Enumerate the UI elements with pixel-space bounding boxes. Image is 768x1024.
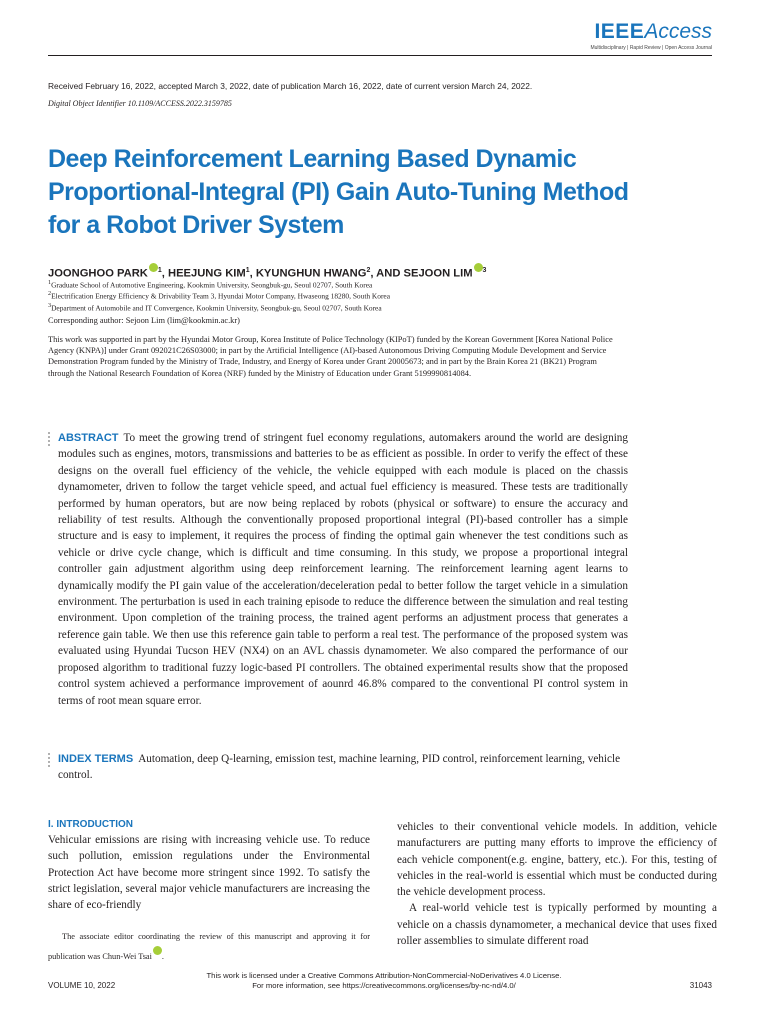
orcid-icon[interactable]	[474, 263, 483, 272]
intro-column-left: Vehicular emissions are rising with increasing vehicle use. To reduce such pollution, emission regulations under the Environmental Protection Act have become more stringent since 1992. To satisfy the strict legislation, several major vehicle manufacturers are increasing the share of eco-friendly	[48, 834, 370, 912]
editor-footnote: The associate editor coordinating the review of this manuscript and approving it for publication was Chun-Wei Tsai .	[48, 932, 370, 961]
abstract-marker-icon	[48, 432, 50, 448]
license-line: This work is licensed under a Creative Commons Attribution-NonCommercial-NoDerivatives 4.0 License.	[206, 971, 562, 980]
abstract-label: ABSTRACT	[58, 432, 119, 444]
author-list	[48, 263, 486, 280]
intro-column-right	[397, 819, 717, 949]
corresponding-author: Corresponding author: Sejoon Lim (lim@kookmin.ac.kr)	[48, 316, 240, 325]
logo-access: Access	[644, 20, 712, 43]
author-affil-num: 3	[482, 267, 487, 274]
author-name: KYUNGHUN HWANG	[255, 267, 367, 280]
doi-line: Digital Object Identifier 10.1109/ACCESS.2022.3159785	[48, 99, 232, 108]
affiliations	[48, 279, 390, 313]
logo-tagline: Multidisciplinary | Rapid Review | Open Access Journal	[590, 45, 712, 51]
abstract-block	[58, 430, 628, 709]
footnote-text: The associate editor coordinating the review of this manuscript and approving it for publication was Chun-Wei Tsai	[48, 932, 370, 961]
author-sep: , AND	[370, 267, 404, 280]
affiliation-item: $^2$Electrification Energy Efficiency & Drivability Team 3, Hyundai Motor Company, Hwaseong 18280, South Korea	[48, 291, 390, 301]
logo-ieee: IEEE	[594, 20, 645, 43]
orcid-icon[interactable]	[149, 263, 158, 272]
funding-statement: This work was supported in part by the Hyundai Motor Group, Korea Institute of Police Technology (KIPoT) funded by the Korean Government [Korea National Police Agency (KNPA)] under Grant 092021C26S03000; in part by the Artificial Intelligence (AI)-based Autonomous Driving Computing Module Development and Service Demonstration Program funded by the Ministry of Trade, Industry, and Energy of Korea under Grant 20005673; and in part by the Brain Korea 21 (BK21) Program through the National Research Foundation of Korea (NRF) funded by the Ministry of Education under Grant 5199990814084.	[48, 335, 613, 378]
header-rule	[48, 55, 712, 56]
author-affil-num: 2	[366, 267, 371, 274]
received-dates: Received February 16, 2022, accepted March 3, 2022, date of publication March 16, 2022, date of current version March 24, 2022.	[48, 81, 533, 91]
journal-logo	[590, 20, 712, 51]
author-name: JOONGHOO PARK	[48, 267, 148, 280]
license-notice	[0, 971, 768, 991]
author-affil-num: 1	[245, 267, 250, 274]
affiliation-item: $^1$Graduate School of Automotive Engineering, Kookmin University, Seongbuk-gu, Seoul 02707, South Korea	[48, 280, 373, 290]
volume-label: VOLUME 10, 2022	[48, 981, 116, 990]
affiliation-item: $^3$Department of Automobile and IT Convergence, Kookmin University, Seongbuk-gu, Seoul 02707, South Korea	[48, 302, 382, 312]
author-affil-num: 1	[157, 267, 162, 274]
index-terms-text: Automation, deep Q-learning, emission test, machine learning, PID control, reinforcement learning, vehicle control.	[58, 753, 621, 782]
index-terms-block	[58, 751, 628, 784]
index-terms-label: INDEX TERMS	[58, 753, 134, 765]
paragraph: A real-world vehicle test is typically performed by mounting a vehicle on a chassis dynamometer, a mechanical device that uses fixed roller assemblies to simulate different road	[397, 902, 717, 948]
author-sep: ,	[249, 267, 256, 280]
author-name: SEJOON LIM	[403, 267, 473, 280]
license-link[interactable]: For more information, see https://creativecommons.org/licenses/by-nc-nd/4.0/	[252, 981, 516, 990]
section-heading-introduction: I. INTRODUCTION	[48, 819, 133, 830]
paragraph: vehicles to their conventional vehicle models. In addition, vehicle manufacturers are putting many efforts to improve the efficiency of each vehicle component(e.g. engine, battery, etc.). For this, testing of vehicles in the real-world is essential which must be conducted during the vehicle development process.	[397, 821, 717, 899]
abstract-text: To meet the growing trend of stringent fuel economy regulations, automakers around the world are designing modules such as engines, motors, transmissions and batteries to be as efficient as possible. In order to verify the effect of these designs on the overall fuel efficiency of the vehicle, the vehicle equipped with each module is placed on the chassis dynamometer, driven to follow the target vehicle speed, and actual fuel efficiency is measured. These tests are traditionally performed by human operators, but are now being replaced by robots (physical or software) to ensure the accuracy and reliability of test results. Although the conventionally proposed proportional integral (PI)-based controller has a simple structure and is easy to implement, it requires the process of finding the optimal gain whenever the test conditions such as vehicle or drive cycle change, which is difficult and time consuming. In this study, we propose a proportional integral controller gain adjustment algorithm using deep reinforcement learning. The reinforcement learning agent learns to dynamically modify the PI gain value of the acceleration/deceleration pedal to better follow the target vehicle in a simulation environment. The perturbation is used in each training episode to reduce the difference between the simulation and real testing environment. Upon completion of the training process, the trained agent performs an adjustment process that generates a reference gain table. We then use this reference gain table to perform a real test. The performance of the proposed system was evaluated using Hyundai Tucson HEV (NX4) on an AVL chassis dynamometer. We also compared the performance of our proposed algorithm to traditional fuzzy logic-based PI controllers. The obtained experimental results show that the proposed control system achieved a performance improvement of aounrd 46.8% compared to the conventional PI control system in terms of root mean square error.	[58, 432, 628, 707]
author-name: HEEJUNG KIM	[168, 267, 246, 280]
paper-title: Deep Reinforcement Learning Based Dynamic Proportional-Integral (PI) Gain Auto-Tuning Method for a Robot Driver System	[48, 145, 629, 239]
index-terms-marker-icon	[48, 753, 50, 769]
page-number: 31043	[689, 981, 712, 990]
author-sep: ,	[161, 267, 168, 280]
orcid-icon[interactable]	[153, 946, 162, 955]
